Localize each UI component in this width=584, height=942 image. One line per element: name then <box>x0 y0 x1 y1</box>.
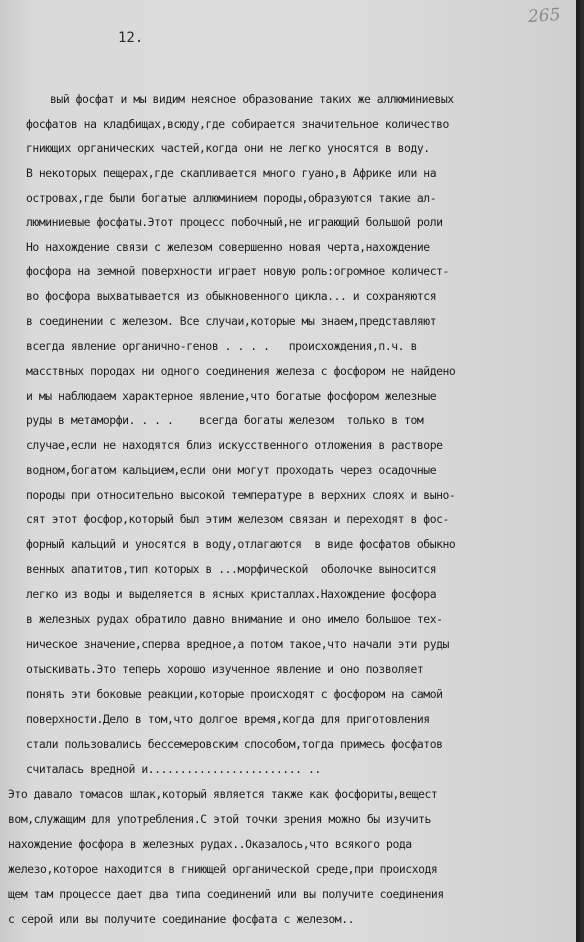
text-line: венных апатитов,тип которых в ...морфической оболочке выносится <box>26 562 437 576</box>
text-line: масствных породах ни одного соединения железа с фосфором не найдено <box>26 364 456 378</box>
text-line: отыскивать.Это теперь хорошо изученное явление и оно позволяет <box>26 662 424 676</box>
text-line: вом,служащим для употребления.С этой точки зрения можно бы изучить <box>8 812 431 826</box>
text-line: породы при относительно высокой температуре в верхних слоях и выно- <box>26 488 456 502</box>
text-line: легко из воды и выделяется в ясных кристаллах.Нахождение фосфора <box>26 587 437 601</box>
text-line: считалась вредной и........................ .. <box>26 762 321 776</box>
text-line: фосфора на земной поверхности играет новую роль:огромное количест- <box>26 264 449 278</box>
scan-edge <box>576 0 580 942</box>
text-line: щем там процессе дает два типа соединений или вы получите соединения <box>8 887 444 901</box>
text-line: в соединении с железом. Все случаи,которые мы знаем,представляют <box>26 314 437 328</box>
text-line: руды в метаморфи. . . . всегда богаты железом только в том <box>26 413 424 427</box>
text-line: нахождение фосфора в железных рудах..Оказалось,что всякого рода <box>8 837 412 851</box>
archive-folio-number: 265 <box>527 4 562 28</box>
text-line: случае,если не находятся близ искусственного отложения в растворе <box>26 438 443 452</box>
text-line: в железных рудах обратило давно внимание и оно имело большое тех- <box>26 612 443 626</box>
text-line: форный кальций и уносятся в воду,отлагаются в виде фосфатов обыкно <box>26 537 456 551</box>
text-line: люминиевые фосфаты.Этот процесс побочный,не играющий большой роли <box>26 215 443 229</box>
text-line: стали пользовались бессемеровским способом,тогда примесь фосфатов <box>26 737 443 751</box>
text-line: Это давало томасов шлак,который является также как фосфориты,вещест <box>8 787 438 801</box>
text-line: вый фосфат и мы видим неясное образование таких же аллюминиевых <box>50 92 454 106</box>
text-line: гниющих органических частей,когда они не легко уносятся в воду. <box>26 141 430 155</box>
text-line: фосфатов на кладбищах,всюду,где собирается значительное количество <box>26 117 449 131</box>
text-line: островах,где были богатые аллюминием породы,образуются такие ал- <box>26 191 437 205</box>
text-line: водном,богатом кальцием,если они могут проходать через осадочные <box>26 463 437 477</box>
text-line: и мы наблюдаем характерное явление,что богатые фосфором железные <box>26 389 437 403</box>
text-line: с серой или вы получите соединание фосфата с железом.. <box>8 912 355 926</box>
text-line: железо,которое находится в гниющей органической среде,при происходя <box>8 862 438 876</box>
text-line: всегда явление органично-генов . . . . происхождения,п.ч. в <box>26 339 417 353</box>
text-line: понять эти боковые реакции,которые происходят с фосфором на самой <box>26 687 443 701</box>
text-line: ническое значение,сперва вредное,а потом такое,что начали эти руды <box>26 637 449 651</box>
page-number: 12. <box>118 30 144 46</box>
text-line: В некоторых пещерах,где скапливается много гуано,в Африке или на <box>26 166 437 180</box>
text-line: во фосфора выхватывается из обыкновенного цикла... и сохраняются <box>26 289 437 303</box>
text-line: Но нахождение связи с железом совершенно новая черта,нахождение <box>26 240 430 254</box>
text-line: поверхности.Дело в том,что долгое время,когда для приготовления <box>26 712 430 726</box>
text-line: сят этот фосфор,который был этим железом связан и переходят в фос- <box>26 512 449 526</box>
